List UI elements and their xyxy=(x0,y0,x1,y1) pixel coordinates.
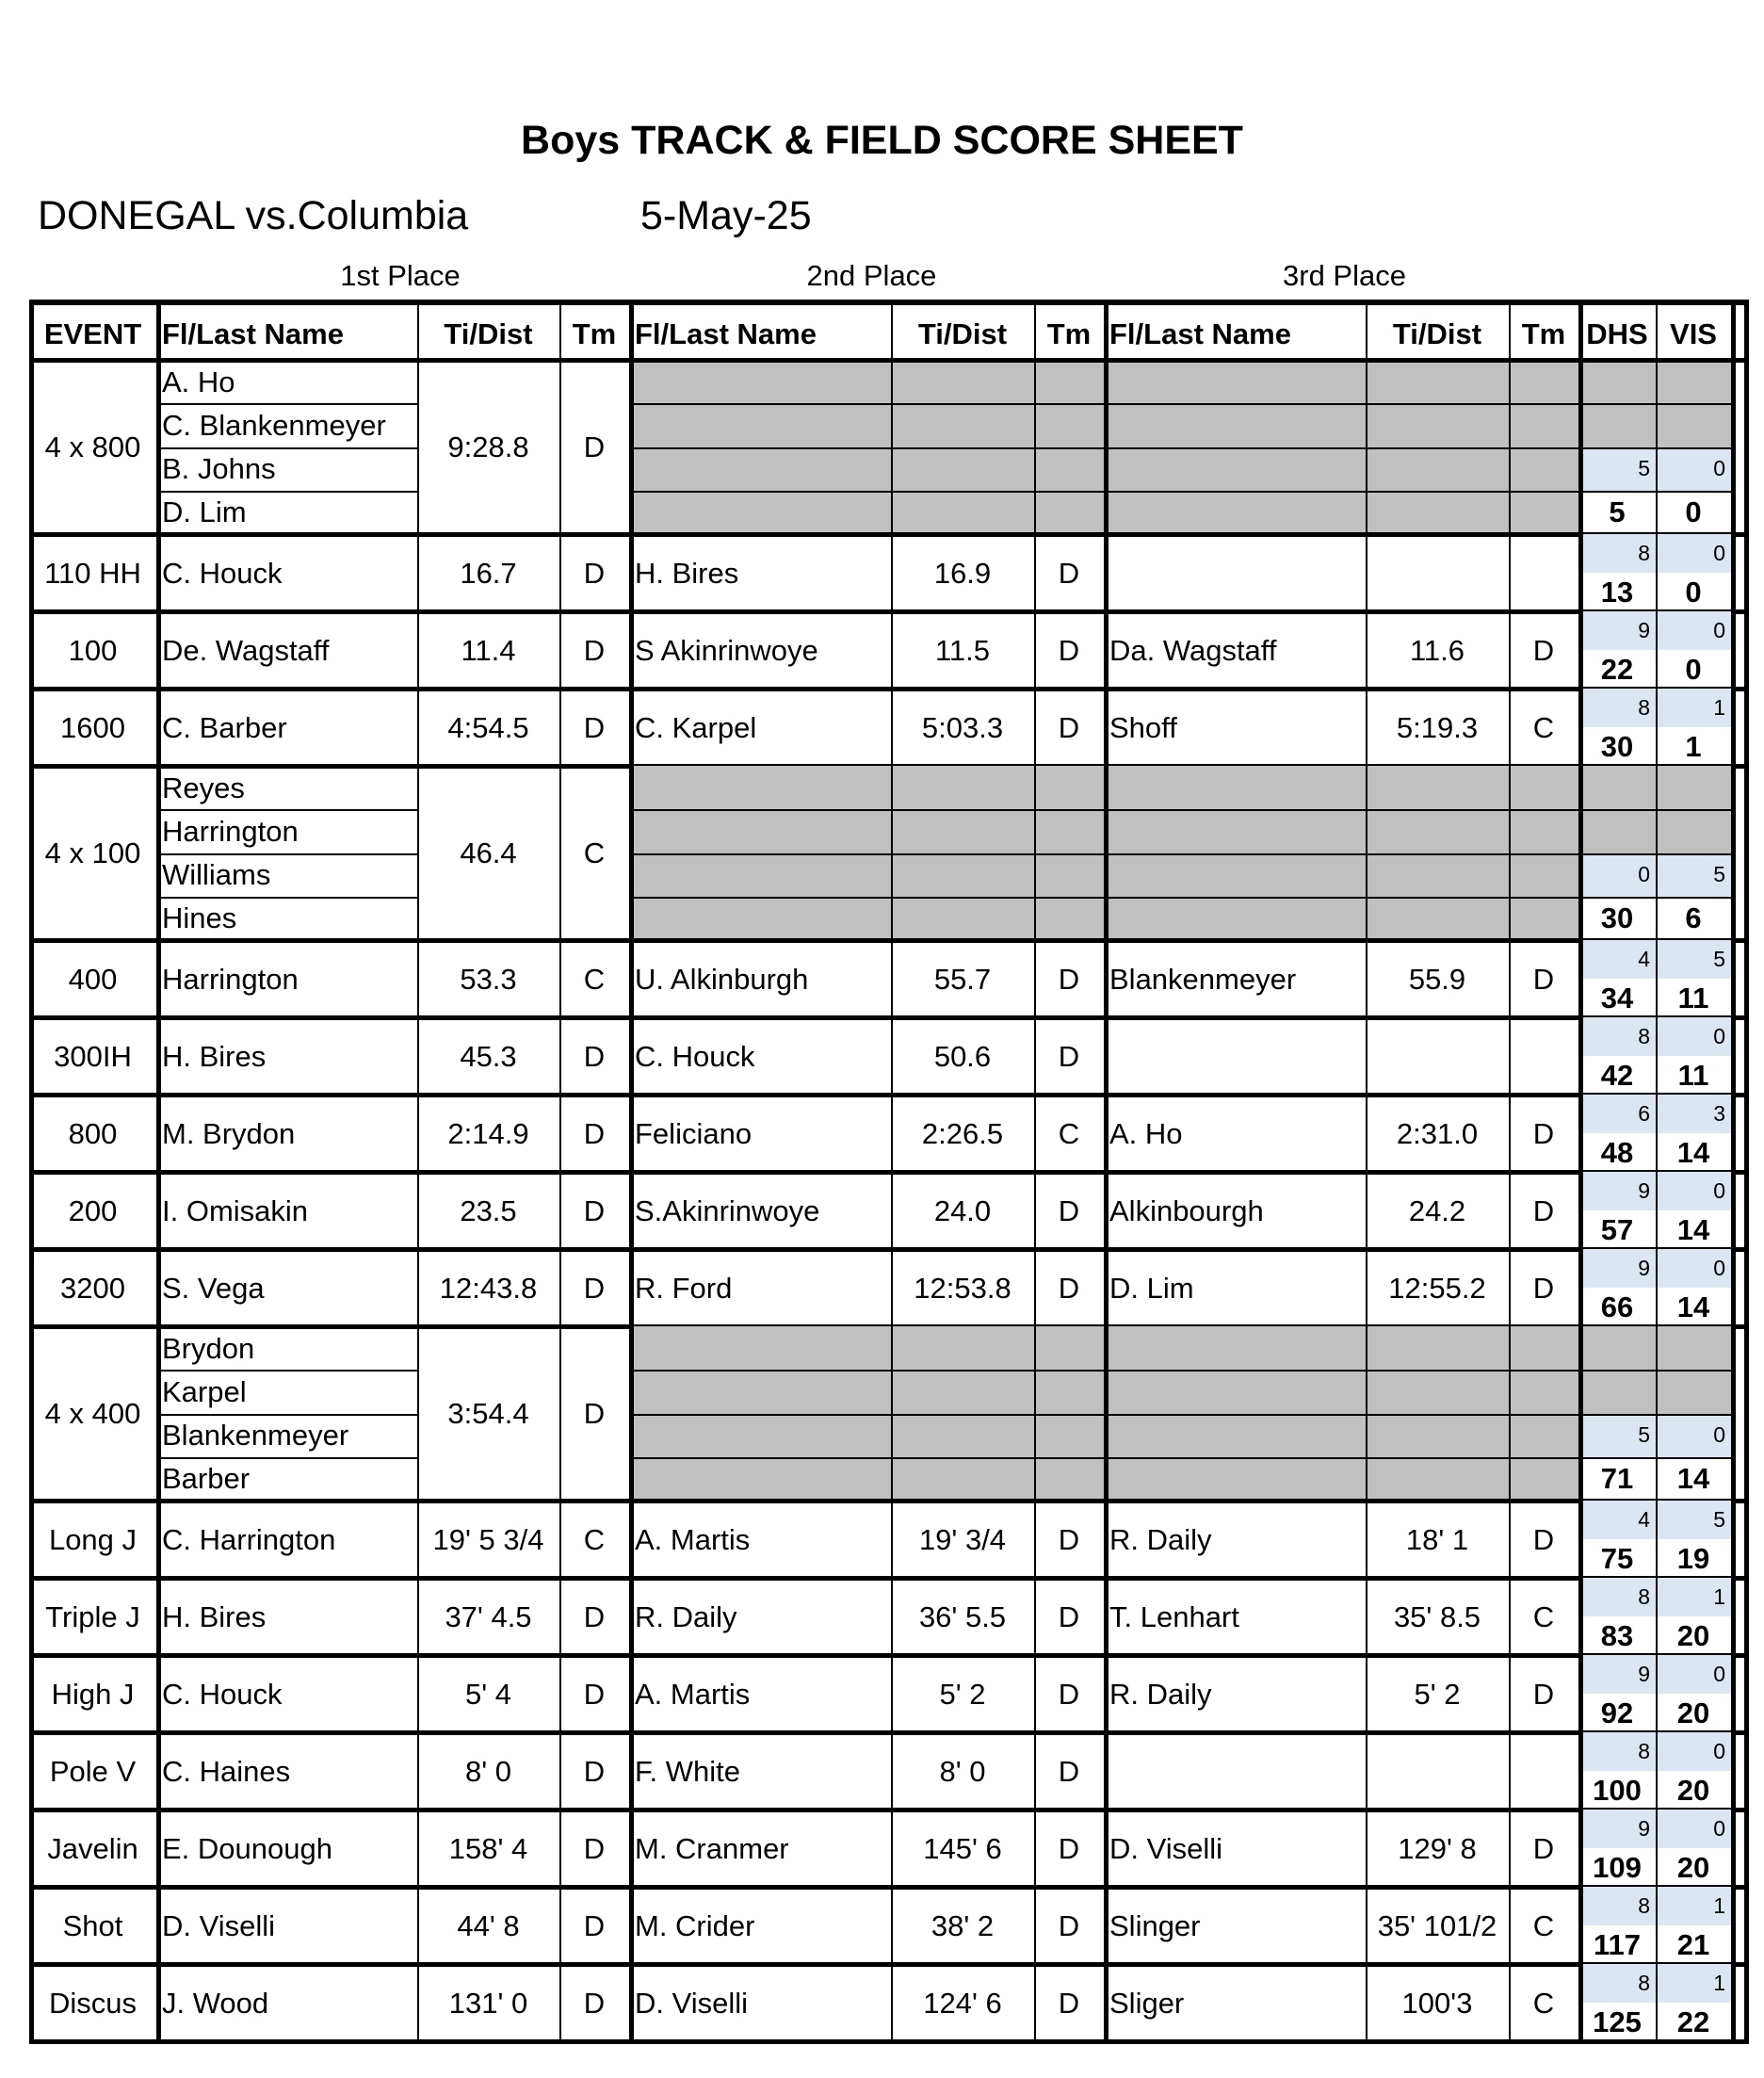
third-place-mark xyxy=(1366,1017,1509,1095)
vis-points: 5 xyxy=(1713,1507,1725,1532)
third-name-column-header: Fl/Last Name xyxy=(1109,317,1291,350)
relay-runner-divider xyxy=(156,1370,417,1372)
dhs-running-total: 13 xyxy=(1600,576,1634,609)
second-place-athlete: S.Akinrinwoye xyxy=(635,1193,820,1227)
dhs-running-total: 22 xyxy=(1600,653,1634,686)
second-place-team: D xyxy=(1058,1677,1080,1711)
meet-date: 5-May-25 xyxy=(640,193,812,238)
dhs-running-total: 117 xyxy=(1593,1928,1641,1961)
second-place-team: D xyxy=(1058,1986,1080,2020)
third-place-mark: 11.6 xyxy=(1409,633,1465,667)
dhs-running-total: 57 xyxy=(1600,1213,1634,1246)
third-place-team: D xyxy=(1532,1831,1555,1865)
second-place-mark: 38' 2 xyxy=(931,1908,995,1942)
second-name-column-header: Fl/Last Name xyxy=(635,317,817,350)
dhs-points: 4 xyxy=(1638,947,1650,971)
third-place-team: D xyxy=(1532,962,1555,996)
dhs-points: 9 xyxy=(1638,1256,1650,1280)
second-place-athlete: M. Cranmer xyxy=(635,1831,789,1865)
second-place-team: D xyxy=(1058,1522,1080,1556)
relay-runner-divider xyxy=(156,897,417,899)
dhs-points: 8 xyxy=(1638,695,1650,720)
first-place-athlete: M. Brydon xyxy=(162,1116,296,1150)
dhs-points: 9 xyxy=(1638,1662,1650,1686)
relay-runner-name: Hines xyxy=(162,901,237,935)
third-place-team: C xyxy=(1532,710,1555,744)
dhs-running-total: 30 xyxy=(1600,730,1634,763)
first-place-team: C xyxy=(583,962,606,996)
vis-points: 5 xyxy=(1713,947,1725,971)
third-place-mark: 35' 8.5 xyxy=(1393,1599,1481,1633)
vis-points: 1 xyxy=(1713,695,1725,720)
dhs-points: 5 xyxy=(1638,1422,1650,1448)
vis-running-total: 0 xyxy=(1685,653,1702,686)
column-line xyxy=(1731,300,1736,2044)
vis-running-total: 19 xyxy=(1676,1542,1710,1575)
dhs-running-total: 34 xyxy=(1600,982,1634,1015)
vis-running-total: 0 xyxy=(1685,576,1702,609)
vis-points: 1 xyxy=(1713,1971,1725,1995)
third-place-mark: 55.9 xyxy=(1408,962,1466,996)
first-place-mark: 5' 4 xyxy=(464,1677,511,1711)
second-place-mark: 124' 6 xyxy=(923,1986,1002,2020)
third-place-mark: 12:55.2 xyxy=(1388,1271,1486,1305)
second-place-mark: 2:26.5 xyxy=(921,1116,1004,1150)
column-line xyxy=(29,300,34,2044)
first-team-column-header: Tm xyxy=(572,317,617,350)
first-place-header: 1st Place xyxy=(340,259,461,292)
second-place-mark: 5:03.3 xyxy=(921,710,1004,744)
second-place-mark: 55.7 xyxy=(933,962,992,996)
relay-subrow-line xyxy=(629,1414,1731,1416)
second-place-athlete: C. Karpel xyxy=(635,710,757,744)
second-place-athlete: D. Viselli xyxy=(635,1986,749,2020)
second-place-athlete: R. Daily xyxy=(635,1599,737,1633)
first-place-team: D xyxy=(583,1677,606,1711)
third-mark-column-header: Ti/Dist xyxy=(1392,317,1482,350)
second-place-athlete: A. Martis xyxy=(635,1677,751,1711)
second-mark-column-header: Ti/Dist xyxy=(917,317,1008,350)
first-place-team: D xyxy=(583,1831,606,1865)
second-place-team: D xyxy=(1058,633,1080,667)
relay-runner-divider xyxy=(156,491,417,493)
second-place-team: C xyxy=(1058,1116,1080,1150)
third-place-team: D xyxy=(1532,1677,1555,1711)
first-place-athlete: I. Omisakin xyxy=(162,1193,309,1227)
table-top-border xyxy=(29,300,1749,305)
event-name: Triple J xyxy=(45,1599,140,1633)
third-place-athlete: Blankenmeyer xyxy=(1109,962,1297,996)
relay-subrow-line xyxy=(629,809,1731,811)
event-name: High J xyxy=(51,1677,135,1711)
event-name: 200 xyxy=(68,1193,118,1227)
vis-points: 0 xyxy=(1713,1816,1725,1841)
third-place-team: D xyxy=(1532,1271,1555,1305)
relay-team: D xyxy=(583,1397,606,1430)
column-line xyxy=(891,300,893,2044)
relay-subrow-line xyxy=(629,1457,1731,1459)
dhs-running-total: 48 xyxy=(1600,1136,1634,1169)
vis-running-total: 11 xyxy=(1677,982,1709,1015)
matchup-label: DONEGAL vs.Columbia xyxy=(38,193,469,238)
third-place-mark: 18' 1 xyxy=(1405,1522,1469,1556)
second-place-team: D xyxy=(1058,1193,1080,1227)
vis-points: 0 xyxy=(1713,456,1725,481)
vis-running-total: 20 xyxy=(1676,1774,1710,1807)
third-place-team: D xyxy=(1532,1116,1555,1150)
column-line xyxy=(1509,300,1511,2044)
second-place-mark: 8' 0 xyxy=(939,1754,986,1788)
second-place-team: D xyxy=(1058,1039,1080,1073)
first-place-mark: 23.5 xyxy=(460,1193,517,1227)
second-team-column-header: Tm xyxy=(1046,317,1092,350)
third-place-team: D xyxy=(1532,1193,1555,1227)
event-name: Javelin xyxy=(47,1831,138,1865)
relay-subrow-line xyxy=(629,1370,1731,1372)
first-place-athlete: S. Vega xyxy=(162,1271,265,1305)
relay-mark: 3:54.4 xyxy=(447,1397,529,1430)
event-name: 1600 xyxy=(60,710,125,744)
third-place-team: C xyxy=(1532,1599,1555,1633)
vis-running-total: 20 xyxy=(1676,1619,1710,1652)
dhs-points: 8 xyxy=(1638,1971,1650,1995)
third-place-mark: 2:31.0 xyxy=(1396,1116,1479,1150)
event-name: 4 x 100 xyxy=(44,836,141,869)
first-place-team: D xyxy=(583,1986,606,2020)
third-place-athlete: R. Daily xyxy=(1109,1522,1212,1556)
header-separator xyxy=(29,358,1749,363)
event-name: Long J xyxy=(48,1522,138,1556)
event-name: 400 xyxy=(68,962,118,996)
first-place-mark: 158' 4 xyxy=(448,1831,528,1865)
third-place-team: D xyxy=(1532,633,1555,667)
third-team-column-header: Tm xyxy=(1521,317,1566,350)
dhs-running-total: 30 xyxy=(1600,901,1634,935)
event-name: 300IH xyxy=(54,1039,132,1073)
row-separator xyxy=(29,2039,1749,2044)
first-place-team: D xyxy=(583,1193,606,1227)
relay-mark: 46.4 xyxy=(460,836,517,869)
second-place-mark: 36' 5.5 xyxy=(918,1599,1007,1633)
dhs-points: 9 xyxy=(1638,1178,1650,1203)
first-place-athlete: C. Houck xyxy=(162,1677,283,1711)
dhs-points: 8 xyxy=(1638,1024,1650,1048)
vis-points: 0 xyxy=(1713,1178,1725,1203)
relay-subrow-line xyxy=(629,491,1731,493)
first-place-mark: 12:43.8 xyxy=(439,1271,538,1305)
third-place-athlete: Sliger xyxy=(1109,1986,1185,2020)
column-line xyxy=(1656,300,1658,2044)
event-name: 3200 xyxy=(60,1271,125,1305)
relay-runner-divider xyxy=(156,447,417,449)
first-place-athlete: C. Haines xyxy=(162,1754,291,1788)
vis-points: 0 xyxy=(1713,618,1725,642)
vis-running-total: 1 xyxy=(1685,730,1702,763)
first-place-athlete: H. Bires xyxy=(162,1039,267,1073)
table-right-border xyxy=(1744,300,1749,2044)
vis-points: 3 xyxy=(1713,1101,1725,1126)
second-place-team: D xyxy=(1058,962,1080,996)
second-place-team: D xyxy=(1058,710,1080,744)
first-place-team: D xyxy=(583,633,606,667)
relay-runner-divider xyxy=(156,809,417,811)
relay-runner-divider xyxy=(156,853,417,855)
second-place-athlete: Feliciano xyxy=(635,1116,753,1150)
relay-runner-divider xyxy=(156,1414,417,1416)
third-place-athlete: Da. Wagstaff xyxy=(1109,633,1277,667)
vis-running-total: 20 xyxy=(1676,1851,1710,1884)
dhs-points: 8 xyxy=(1638,541,1650,565)
relay-subrow-line xyxy=(629,897,1731,899)
dhs-column-header: DHS xyxy=(1586,317,1648,350)
vis-points: 0 xyxy=(1713,1422,1725,1448)
event-name: 4 x 400 xyxy=(44,1397,141,1430)
relay-runner-name: Williams xyxy=(162,858,271,892)
first-place-mark: 11.4 xyxy=(461,633,516,667)
second-place-header: 2nd Place xyxy=(806,259,937,292)
dhs-running-total: 100 xyxy=(1593,1774,1642,1807)
relay-runner-name: Barber xyxy=(162,1462,251,1496)
relay-mark: 9:28.8 xyxy=(447,430,529,463)
third-place-team: C xyxy=(1532,1986,1555,2020)
vis-points: 0 xyxy=(1713,541,1725,565)
vis-running-total: 21 xyxy=(1676,1928,1710,1961)
vis-column-header: VIS xyxy=(1670,317,1717,350)
first-place-mark: 44' 8 xyxy=(457,1908,520,1942)
second-place-mark: 11.5 xyxy=(934,633,991,667)
relay-runner-divider xyxy=(156,1457,417,1459)
third-place-athlete xyxy=(1104,1017,1366,1095)
second-place-athlete: H. Bires xyxy=(635,556,739,590)
second-place-athlete: C. Houck xyxy=(635,1039,755,1073)
dhs-running-total: 71 xyxy=(1600,1462,1634,1496)
third-place-athlete: Slinger xyxy=(1109,1908,1201,1942)
vis-running-total: 20 xyxy=(1676,1696,1710,1729)
vis-running-total: 0 xyxy=(1685,495,1702,529)
sheet-title: Boys TRACK & FIELD SCORE SHEET xyxy=(521,118,1243,163)
second-place-team: D xyxy=(1058,1754,1080,1788)
third-place-mark: 35' 101/2 xyxy=(1377,1908,1497,1942)
vis-points: 0 xyxy=(1713,1256,1725,1280)
column-line xyxy=(1578,300,1583,2044)
second-place-athlete: M. Crider xyxy=(635,1908,755,1942)
first-place-mark: 19' 5 3/4 xyxy=(432,1522,544,1556)
first-place-athlete: H. Bires xyxy=(162,1599,267,1633)
relay-runner-name: Brydon xyxy=(162,1331,255,1365)
second-place-mark: 5' 2 xyxy=(939,1677,986,1711)
relay-runner-name: Reyes xyxy=(162,771,245,804)
event-name: 4 x 800 xyxy=(44,430,141,463)
dhs-points: 9 xyxy=(1638,618,1650,642)
third-place-team xyxy=(1509,1732,1578,1810)
vis-running-total: 11 xyxy=(1677,1059,1709,1092)
second-place-mark: 19' 3/4 xyxy=(918,1522,1007,1556)
column-line xyxy=(629,300,634,2044)
third-place-header: 3rd Place xyxy=(1283,259,1406,292)
third-place-athlete: R. Daily xyxy=(1109,1677,1212,1711)
vis-running-total: 14 xyxy=(1676,1213,1710,1246)
first-place-team: D xyxy=(583,556,606,590)
second-place-team: D xyxy=(1058,1271,1080,1305)
score-sheet-table xyxy=(29,300,1749,2063)
first-place-team: D xyxy=(583,1116,606,1150)
third-place-athlete: Shoff xyxy=(1109,710,1177,744)
dhs-running-total: 109 xyxy=(1593,1851,1642,1884)
first-place-mark: 53.3 xyxy=(460,962,517,996)
third-place-athlete: D. Viselli xyxy=(1109,1831,1223,1865)
event-name: Shot xyxy=(62,1908,123,1942)
vis-running-total: 14 xyxy=(1676,1291,1710,1323)
vis-running-total: 14 xyxy=(1676,1136,1710,1169)
relay-runner-name: A. Ho xyxy=(162,365,235,398)
first-place-team: D xyxy=(583,1908,606,1942)
vis-running-total: 22 xyxy=(1676,2005,1710,2038)
second-place-mark: 50.6 xyxy=(933,1039,992,1073)
column-line xyxy=(156,300,161,2044)
relay-runner-divider xyxy=(156,403,417,405)
first-place-athlete: D. Viselli xyxy=(162,1908,276,1942)
dhs-running-total: 42 xyxy=(1600,1059,1634,1092)
dhs-points: 5 xyxy=(1638,456,1650,481)
first-place-athlete: E. Dounough xyxy=(162,1831,332,1865)
event-name: 800 xyxy=(68,1116,118,1150)
dhs-points: 8 xyxy=(1638,1893,1650,1918)
second-place-mark: 12:53.8 xyxy=(914,1271,1011,1305)
first-place-team: D xyxy=(583,1271,606,1305)
event-column-header: EVENT xyxy=(43,317,142,350)
vis-points: 0 xyxy=(1713,1662,1725,1686)
first-place-mark: 131' 0 xyxy=(448,1986,528,2020)
relay-subrow-line xyxy=(629,447,1731,449)
column-line xyxy=(1034,300,1036,2044)
second-place-athlete: U. Alkinburgh xyxy=(635,962,809,996)
dhs-running-total: 83 xyxy=(1600,1619,1634,1652)
vis-points: 0 xyxy=(1713,1024,1725,1048)
dhs-running-total: 125 xyxy=(1593,2005,1642,2038)
relay-team: D xyxy=(583,430,606,463)
first-place-athlete: Harrington xyxy=(162,962,299,996)
dhs-running-total: 66 xyxy=(1600,1291,1634,1323)
third-place-mark: 100'3 xyxy=(1401,1986,1473,2020)
first-place-team: C xyxy=(583,1522,606,1556)
vis-points: 0 xyxy=(1713,1739,1725,1763)
second-place-athlete: A. Martis xyxy=(635,1522,751,1556)
relay-runner-name: Harrington xyxy=(162,814,299,848)
second-place-athlete: F. White xyxy=(635,1754,740,1788)
third-place-team: C xyxy=(1532,1908,1555,1942)
third-place-mark: 5' 2 xyxy=(1414,1677,1461,1711)
second-place-team: D xyxy=(1058,1831,1080,1865)
third-place-athlete: D. Lim xyxy=(1109,1271,1194,1305)
dhs-running-total: 75 xyxy=(1600,1542,1634,1575)
second-place-team: D xyxy=(1058,1908,1080,1942)
column-line xyxy=(417,300,419,2044)
third-place-athlete: A. Ho xyxy=(1109,1116,1183,1150)
first-name-column-header: Fl/Last Name xyxy=(162,317,344,350)
third-place-mark xyxy=(1366,534,1509,611)
dhs-points: 9 xyxy=(1638,1816,1650,1841)
first-place-mark: 16.7 xyxy=(460,556,517,590)
vis-points: 1 xyxy=(1713,1584,1725,1609)
first-place-mark: 2:14.9 xyxy=(447,1116,529,1150)
column-line xyxy=(1104,300,1109,2044)
relay-subrow-line xyxy=(629,853,1731,855)
column-line xyxy=(559,300,561,2044)
relay-runner-name: C. Blankenmeyer xyxy=(162,408,386,442)
first-place-athlete: C. Houck xyxy=(162,556,283,590)
second-place-mark: 24.0 xyxy=(933,1193,992,1227)
second-place-mark: 16.9 xyxy=(933,556,992,590)
third-place-team: D xyxy=(1532,1522,1555,1556)
third-place-athlete xyxy=(1104,1732,1366,1810)
first-place-team: D xyxy=(583,710,606,744)
dhs-points: 4 xyxy=(1638,1507,1650,1532)
third-place-athlete: Alkinbourgh xyxy=(1109,1193,1264,1227)
first-place-team: D xyxy=(583,1599,606,1633)
third-place-athlete xyxy=(1104,534,1366,611)
third-place-team xyxy=(1509,1017,1578,1095)
dhs-running-total: 92 xyxy=(1600,1696,1634,1729)
first-place-team: D xyxy=(583,1039,606,1073)
event-name: Discus xyxy=(48,1986,137,2020)
relay-team: C xyxy=(583,836,606,869)
relay-subrow-line xyxy=(629,403,1731,405)
dhs-points: 8 xyxy=(1638,1739,1650,1763)
second-place-mark: 145' 6 xyxy=(923,1831,1002,1865)
column-line xyxy=(1366,300,1368,2044)
third-place-mark: 129' 8 xyxy=(1398,1831,1477,1865)
vis-running-total: 6 xyxy=(1685,901,1702,935)
first-place-athlete: De. Wagstaff xyxy=(162,633,330,667)
third-place-mark xyxy=(1366,1732,1509,1810)
vis-points: 1 xyxy=(1713,1893,1725,1918)
relay-runner-name: Karpel xyxy=(162,1374,247,1408)
first-place-team: D xyxy=(583,1754,606,1788)
vis-points: 5 xyxy=(1713,862,1725,887)
first-place-athlete: C. Barber xyxy=(162,710,287,744)
second-place-athlete: S Akinrinwoye xyxy=(635,633,818,667)
first-mark-column-header: Ti/Dist xyxy=(444,317,533,350)
first-place-athlete: J. Wood xyxy=(162,1986,269,2020)
first-place-mark: 45.3 xyxy=(460,1039,517,1073)
first-place-athlete: C. Harrington xyxy=(162,1522,336,1556)
relay-runner-name: B. Johns xyxy=(162,452,276,486)
event-name: 110 HH xyxy=(44,556,141,590)
relay-runner-name: D. Lim xyxy=(162,495,247,529)
third-place-athlete: T. Lenhart xyxy=(1109,1599,1239,1633)
first-place-mark: 37' 4.5 xyxy=(445,1599,532,1633)
third-place-mark: 5:19.3 xyxy=(1396,710,1479,744)
dhs-points: 6 xyxy=(1638,1101,1650,1126)
third-place-team xyxy=(1509,534,1578,611)
second-place-team: D xyxy=(1058,1599,1080,1633)
dhs-running-total: 5 xyxy=(1609,495,1626,529)
relay-runner-name: Blankenmeyer xyxy=(162,1419,349,1453)
first-place-mark: 8' 0 xyxy=(464,1754,511,1788)
event-name: 100 xyxy=(68,633,118,667)
event-name: Pole V xyxy=(49,1754,137,1788)
second-place-team: D xyxy=(1058,556,1080,590)
second-place-athlete: R. Ford xyxy=(635,1271,733,1305)
first-place-mark: 4:54.5 xyxy=(447,710,529,744)
dhs-points: 8 xyxy=(1638,1584,1650,1609)
dhs-points: 0 xyxy=(1638,862,1650,887)
third-place-mark: 24.2 xyxy=(1408,1193,1466,1227)
vis-running-total: 14 xyxy=(1676,1462,1710,1496)
